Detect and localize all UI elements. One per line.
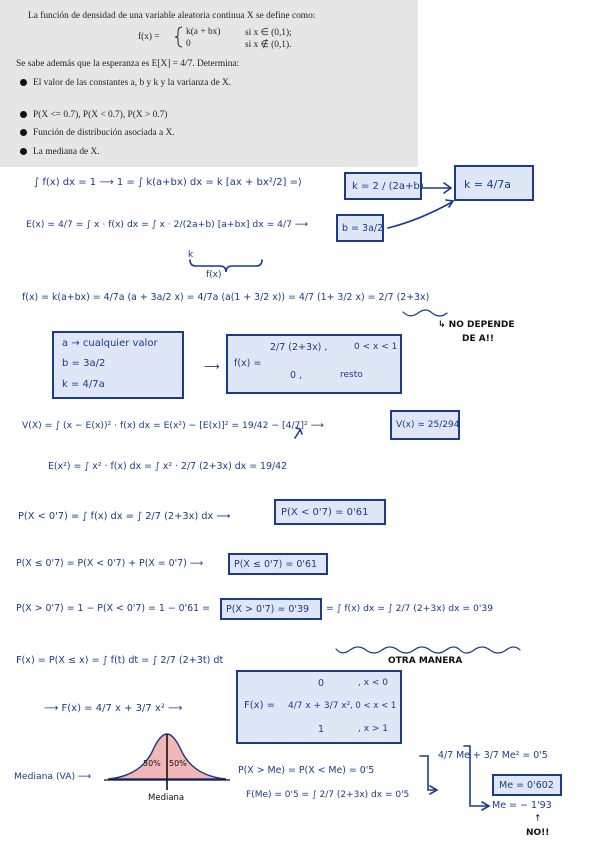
p-less-box: P(X < 0'7) = 0'61	[274, 499, 386, 525]
variance-box: V(x) = 25/294	[390, 410, 460, 440]
note-de-a: DE A!!	[462, 334, 494, 344]
solution-cdf-integral: F(x) = P(X ≤ x) = ∫ f(t) dt = ∫ 2/7 (2+3t) dt	[16, 655, 224, 666]
bell-curve-icon	[104, 734, 230, 790]
p-leq-box: P(X ≤ 0'7) = 0'61	[228, 553, 328, 575]
density-case2: 0	[186, 39, 191, 49]
median-caption: Mediana	[148, 793, 185, 803]
median-pct-left: 50%	[143, 759, 161, 768]
solution-fx-derivation: f(x) = k(a+bx) = 4/7a (a + 3a/2 x) = 4/7a (a(1 + 3/2 x)) = 4/7 (1+ 3/2 x) = 2/7 (2+3x)	[22, 292, 430, 303]
density-case1: k(a + bx)	[186, 27, 221, 37]
median-equation: 4/7 Me + 3/7 Me² = 0'5	[438, 750, 548, 761]
note-otra-manera: OTRA MANERA	[388, 656, 463, 666]
density-case1-cond: si x ∈ (0,1);	[245, 28, 292, 38]
note-no: NO!!	[526, 828, 550, 838]
underbrace-label-fx: f(x)	[206, 270, 222, 280]
density-case2-cond: si x ∉ (0,1).	[245, 40, 292, 50]
cdf-piecewise-box: F(x) = 0 , x < 0 4/7 x + 3/7 x² , 0 < x < 1 1 , x > 1	[236, 670, 402, 744]
problem-item-2: P(X <= 0.7), P(X < 0.7), P(X > 0.7)	[20, 110, 167, 120]
solution-variance: V(X) = ∫ (x − E(x))² · f(x) dx = E(x²) − [E(x)]² = 19/42 − [4/7]² ⟶	[22, 420, 324, 431]
solution-ex2: E(x²) = ∫ x² · f(x) dx = ∫ x² · 2/7 (2+3x) dx = 19/42	[48, 461, 288, 472]
k-formula-box: k = 2 / (2a+b)	[344, 172, 422, 200]
problem-given: Se sabe además que la esperanza es E[X] = 4/7. Determina:	[16, 59, 240, 69]
density-lhs: f(x) =	[138, 32, 160, 42]
note-no-depende: ↳ NO DEPENDE	[438, 320, 515, 330]
problem-item-1: El valor de las constantes a, b y k y la varianza de X.	[20, 78, 231, 88]
median-negative-root: Me = − 1'93	[492, 800, 552, 811]
b-value-box: b = 3a/2	[336, 214, 384, 242]
median-integral: F(Me) = 0'5 = ∫ 2/7 (2+3x) dx = 0'5	[246, 790, 410, 800]
arrow-icon: ⟶	[204, 360, 220, 373]
solution-p-greater-alt: = ∫ f(x) dx = ∫ 2/7 (2+3x) dx = 0'39	[326, 603, 494, 614]
solution-p-leq: P(X ≤ 0'7) = P(X < 0'7) + P(X = 0'7) ⟶	[16, 558, 204, 569]
median-box: Me = 0'602	[492, 774, 562, 796]
solution-p-less: P(X < 0'7) = ∫ f(x) dx = ∫ 2/7 (2+3x) dx ⟶	[18, 511, 231, 522]
solution-normalization: ∫ f(x) dx = 1 ⟶ 1 = ∫ k(a+bx) dx = k [ax + bx²/2] =⟩	[34, 177, 302, 188]
median-label: Mediana (VA) ⟶	[14, 771, 92, 782]
p-greater-box: P(X > 0'7) = 0'39	[220, 598, 322, 620]
underbrace-label-k: k	[188, 250, 194, 260]
solution-cdf-result: ⟶ F(x) = 4/7 x + 3/7 x² ⟶	[44, 703, 183, 714]
solution-expectation: E(x) = 4/7 = ∫ x · f(x) dx = ∫ x · 2/(2a+b) [a+bx] dx = 4/7 ⟶	[26, 219, 309, 230]
solution-p-greater: P(X > 0'7) = 1 − P(X < 0'7) = 1 − 0'61 =	[16, 603, 210, 614]
k-value-box: k = 4/7a	[454, 165, 534, 201]
problem-item-3: Función de distribución asociada a X.	[20, 128, 175, 138]
problem-intro: La función de densidad de una variable aleatoria continua X se define como:	[28, 11, 316, 21]
fx-piecewise-box: f(x) = 2/7 (2+3x) , 0 < x < 1 0 , resto	[226, 334, 402, 394]
median-pct-right: 50%	[169, 759, 187, 768]
problem-item-4: La mediana de X.	[20, 147, 100, 157]
params-box: a → cualquier valor b = 3a/2 k = 4/7a	[52, 331, 184, 399]
median-condition: P(X > Me) = P(X < Me) = 0'5	[238, 765, 375, 776]
arrow-up-icon: ↑	[534, 814, 542, 824]
